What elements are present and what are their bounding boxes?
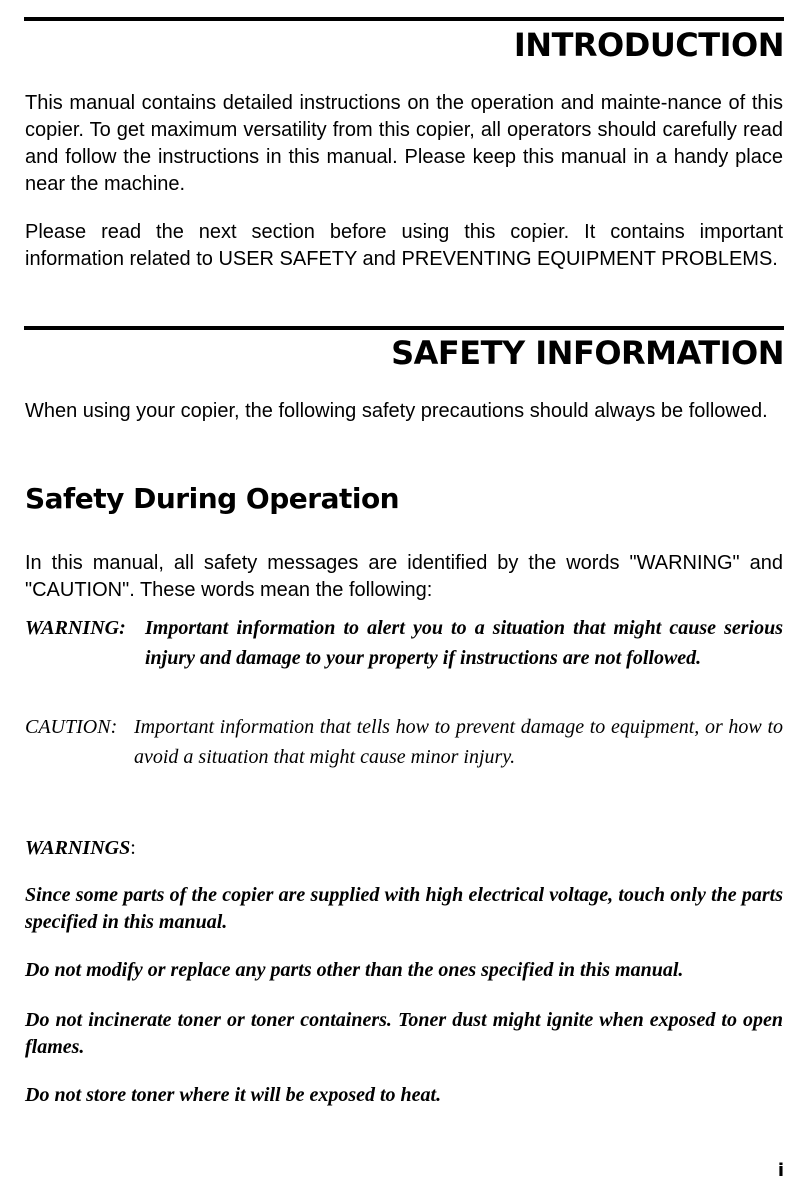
warning-definition (25, 613, 783, 673)
safety-information-heading: SAFETY INFORMATION (391, 334, 784, 372)
warning-item: Do not incinerate toner or toner containers. Toner dust might ignite when exposed to open flames. (25, 1009, 783, 1058)
warning-definition-text: Important information to alert you to a situation that might cause serious injury and damage to your property if instructions are not followed. (145, 617, 783, 669)
caution-term: CAUTION: (25, 716, 118, 738)
caution-definition-text: Important information that tells how to prevent damage to equipment, or how to avoid a situation that might cause minor injury. (134, 716, 783, 768)
warnings-label-colon: : (130, 837, 136, 859)
introduction-heading: INTRODUCTION (513, 26, 784, 64)
safety-intro-paragraph: When using your copier, the following safety precautions should always be followed. (25, 400, 768, 422)
page-number: i (777, 1160, 784, 1181)
safety-messages-intro: In this manual, all safety messages are identified by the words "WARNING" and "CAUTION". These words mean the following: (25, 552, 783, 601)
safety-during-operation-heading: Safety During Operation (25, 482, 400, 515)
intro-paragraph-2: Please read the next section before using this copier. It contains important information related to USER SAFETY and PREVENTING EQUIPMENT PROBLEMS. (25, 221, 783, 270)
intro-paragraph-1: This manual contains detailed instructions on the operation and mainte-nance of this copier. To get maximum versatility from this copier, all operators should carefully read and follow the instructions in this manual. Please keep this manual in a handy place near the machine. (25, 92, 783, 195)
warning-term: WARNING: (25, 617, 126, 639)
warning-item: Since some parts of the copier are supplied with high electrical voltage, touch only the parts specified in this manual. (25, 884, 783, 933)
top-rule (24, 17, 784, 21)
warnings-label-text: WARNINGS (25, 837, 131, 859)
warning-item: Do not store toner where it will be exposed to heat. (25, 1084, 442, 1106)
warning-item: Do not modify or replace any parts other than the ones specified in this manual. (25, 959, 684, 981)
warnings-label (25, 833, 136, 863)
caution-definition (25, 712, 783, 772)
safety-rule (24, 326, 784, 330)
